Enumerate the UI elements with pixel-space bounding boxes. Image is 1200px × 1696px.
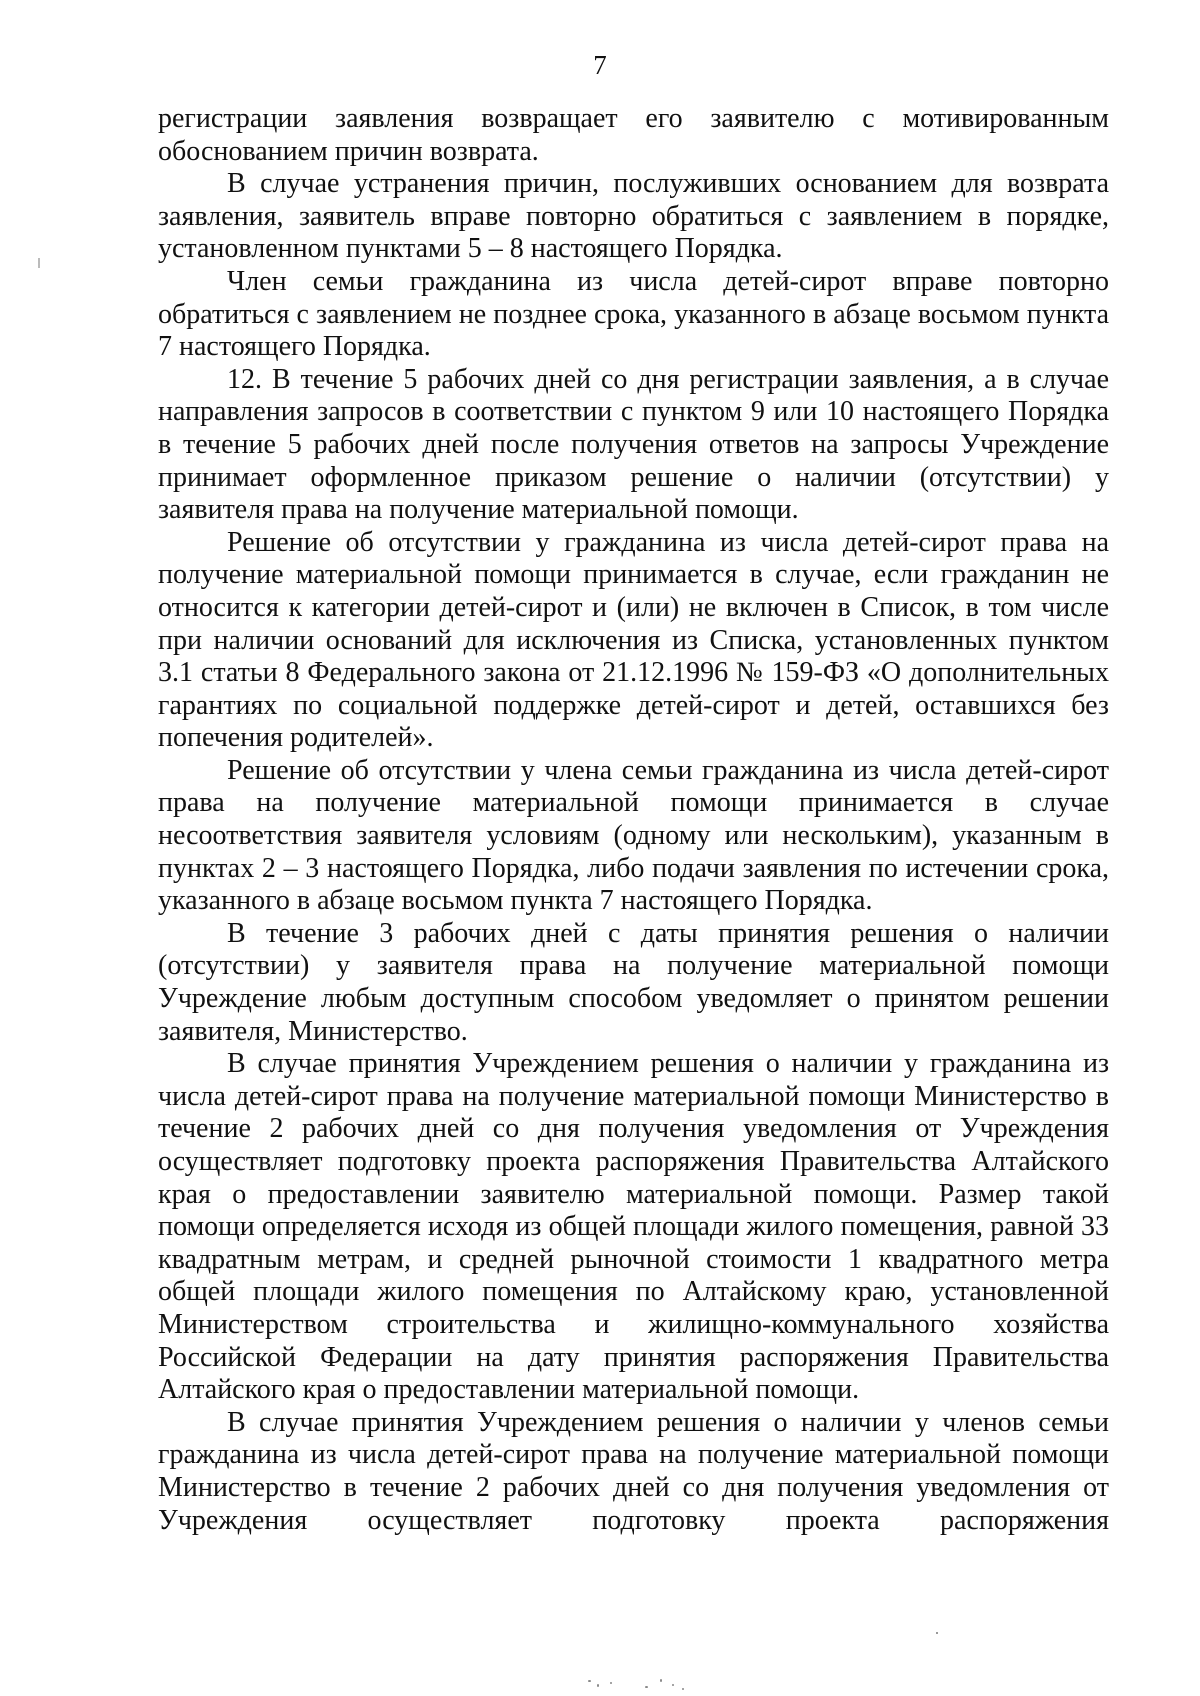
page-number: 7 <box>593 50 607 80</box>
scan-artifact <box>672 1684 674 1686</box>
paragraph: В течение 3 рабочих дней с даты принятия решения о наличии (отсутствии) у заявителя права на получение материальной помощи Учреждение любым доступным способом уведомляет о принятом решении заявителя, Министерство. <box>158 917 1109 1047</box>
scan-artifact <box>660 1679 662 1682</box>
scan-artifact <box>645 1686 648 1688</box>
document-body <box>158 103 1109 1537</box>
paragraph-clause-12: 12. В течение 5 рабочих дней со дня регистрации заявления, а в случае направления запросов в соответствии с пунктом 9 или 10 настоящего Порядка в течение 5 рабочих дней после получения ответов на запросы Учреждение принимает оформленное приказом решение о наличии (отсутствии) у заявителя права на получение материальной помощи. <box>158 363 1109 526</box>
scan-artifact <box>588 1680 591 1682</box>
paragraph-continued: В случае принятия Учреждением решения о наличии у членов семьи гражданина из числа детей-сирот права на получение материальной помощи Министерство в течение 2 рабочих дней со дня получения уведомления от Учреждения осуществляет подготовку проекта распоряжения <box>158 1406 1109 1536</box>
scan-artifact <box>597 1684 599 1687</box>
paragraph: Решение об отсутствии у члена семьи гражданина из числа детей-сирот права на получение материальной помощи принимается в случае несоответствия заявителя условиям (одному или нескольким), указанным в пунктах 2 – 3 настоящего Порядка, либо подачи заявления по истечении срока, указанного в абзаце восьмом пункта 7 настоящего Порядка. <box>158 754 1109 917</box>
paragraph: регистрации заявления возвращает его заявителю с мотивированным обоснованием причин возврата. <box>158 103 1109 167</box>
scan-artifact <box>610 1682 612 1684</box>
paragraph: В случае принятия Учреждением решения о наличии у гражданина из числа детей-сирот права на получение материальной помощи Министерство в течение 2 рабочих дней со дня получения уведомления от Учреждения осуществляет подготовку проекта распоряжения Правительства Алтайского края о предоставлении заявителю материальной помощи. Размер такой помощи определяется исходя из общей площади жилого помещения, равной 33 квадратным метрам, и средней рыночной стоимости 1 квадратного метра общей площади жилого помещения по Алтайскому краю, установленной Министерством строительства и жилищно-коммунального хозяйства Российской Федерации на дату принятия распоряжения Правительства Алтайского края о предоставлении материальной помощи. <box>158 1048 1109 1406</box>
scan-artifact <box>936 1632 938 1634</box>
paragraph: Решение об отсутствии у гражданина из числа детей-сирот права на получение материальной помощи принимается в случае, если гражданин не относится к категории детей-сирот и (или) не включен в Список, в том числе при наличии оснований для исключения из Списка, установленных пунктом 3.1 статьи 8 Федерального закона от 21.12.1996 № 159-ФЗ «О дополнительных гарантиях по социальной поддержке детей-сирот и детей, оставшихся без попечения родителей». <box>158 526 1109 754</box>
scan-artifact <box>38 258 40 268</box>
paragraph: Член семьи гражданина из числа детей-сирот вправе повторно обратиться с заявлением не позднее срока, указанного в абзаце восьмом пункта 7 настоящего Порядка. <box>158 265 1109 363</box>
scan-artifact <box>682 1688 684 1690</box>
paragraph: В случае устранения причин, послуживших основанием для возврата заявления, заявитель вправе повторно обратиться с заявлением в порядке, установленном пунктами 5 – 8 настоящего Порядка. <box>158 168 1109 265</box>
